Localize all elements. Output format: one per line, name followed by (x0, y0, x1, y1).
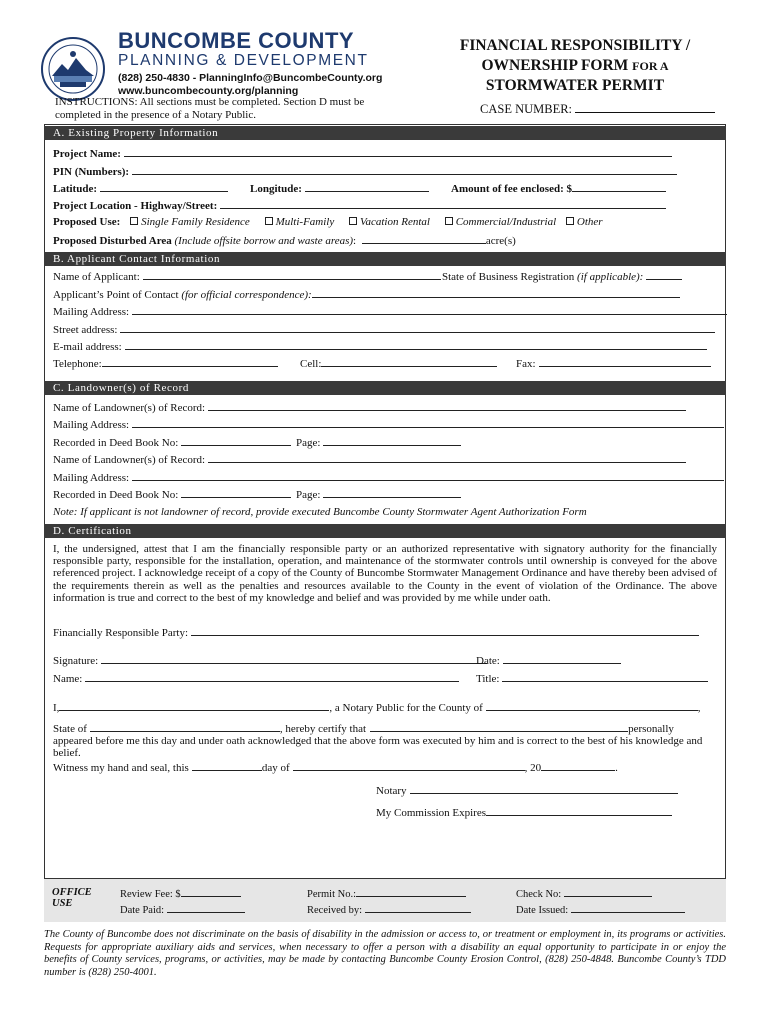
disturbed-area-field[interactable]: Proposed Disturbed Area (Include offsite borrow and waste areas): acre(s) (53, 235, 516, 247)
brand-department: PLANNING & DEVELOPMENT (118, 52, 369, 69)
county-seal-logo (40, 36, 106, 102)
office-use-label: OFFICE USE (52, 887, 92, 909)
form-title: FINANCIAL RESPONSIBILITY / OWNERSHIP FORM FOR A STORMWATER PERMIT (459, 37, 691, 94)
fax-field[interactable]: Fax: (516, 357, 711, 371)
checkbox-single-family[interactable] (130, 217, 138, 225)
section-b-heading: B. Applicant Contact Information (44, 252, 726, 266)
landowner-mailing-field-2[interactable]: Mailing Address: (53, 471, 724, 485)
applicant-name-field[interactable]: Name of Applicant: (53, 270, 441, 284)
street-address-field[interactable]: Street address: (53, 323, 715, 337)
certification-statement: I, the undersigned, attest that I am the financially responsible party or an authorized representative with signatory authority for the financially responsible party, responsible for the installation, operation, and maintenance of the stormwater controls until ownership is conveyed for the above referenced project. I acknowledge receipt of a copy of the County of Buncombe Stormwater Management Ordinance and have thereby been advised of the requirements therein as well as the penalties and resources available to the County in the event of violation of the Ordinance. The above information is true and correct to the best of my knowledge and belief and was provided by me while under oath. (53, 543, 718, 604)
project-name-field[interactable]: Project Name: (53, 147, 672, 161)
agent-authorization-note: Note: If applicant is not landowner of record, provide executed Buncombe County Stormwater Agent Authorization Form (53, 506, 587, 518)
permit-no-field[interactable]: Permit No.: (307, 887, 466, 901)
telephone-field[interactable]: Telephone: (53, 357, 278, 371)
notary-signature-field[interactable]: Notary (376, 784, 678, 798)
cell-field[interactable]: Cell: (300, 357, 497, 371)
proposed-use-row: Proposed Use: Single Family Residence Multi-Family Vacation Rental Commercial/Industrial Other (53, 216, 603, 228)
email-address-field[interactable]: E-mail address: (53, 340, 707, 354)
deed-book-field-2[interactable]: Recorded in Deed Book No: Page: (53, 488, 461, 502)
contact-website: www.buncombecounty.org/planning (118, 85, 299, 97)
section-a-heading: A. Existing Property Information (44, 126, 726, 140)
responsible-party-field[interactable]: Financially Responsible Party: (53, 626, 699, 640)
instructions: INSTRUCTIONS: All sections must be completed. Section D must be completed in the presence of a Notary Public. (55, 96, 365, 121)
project-location-field[interactable]: Project Location - Highway/Street: (53, 199, 666, 213)
landowner-name-field-2[interactable]: Name of Landowner(s) of Record: (53, 453, 686, 467)
checkbox-commercial-industrial[interactable] (445, 217, 453, 225)
signature-field[interactable]: Signature: (53, 654, 487, 668)
date-paid-field[interactable]: Date Paid: (120, 903, 245, 917)
latitude-field[interactable]: Latitude: (53, 182, 228, 196)
fee-field[interactable]: Amount of fee enclosed: $ (451, 182, 666, 196)
notary-acknowledgement: appeared before me this day and under oath acknowledged that the above form was executed by him and is correct to the best of his knowledge and belief. (53, 735, 703, 760)
section-d-heading: D. Certification (44, 524, 726, 538)
review-fee-field[interactable]: Review Fee: $ (120, 887, 241, 901)
date-field[interactable]: Date: (476, 654, 621, 668)
witness-line[interactable]: Witness my hand and seal, this day of , 20 . (53, 762, 618, 774)
nondiscrimination-notice: The County of Buncombe does not discriminate on the basis of disability in the admission or access to, or treatment or employment in, its programs or activities. Requests for appropriate auxiliary aids and services, when necessary to offer a person with a disability an equal opportunity to participate in or enjoy the benefits of County services, programs, or activities, may be made by contacting Buncombe County Erosion Control, (828) 250-4848. Buncombe County’s TDD number is (828) 250-4001. (44, 929, 726, 978)
received-by-field[interactable]: Received by: (307, 903, 471, 917)
notary-declaration-line[interactable]: I, , a Notary Public for the County of , (53, 702, 701, 714)
brand-name: BUNCOMBE COUNTY (118, 28, 355, 53)
check-no-field[interactable]: Check No: (516, 887, 652, 901)
section-c-heading: C. Landowner(s) of Record (44, 381, 726, 395)
checkbox-multi-family[interactable] (265, 217, 273, 225)
case-number-field[interactable]: CASE NUMBER: (480, 102, 715, 117)
office-use-panel (44, 878, 726, 922)
notary-state-line[interactable]: State of , hereby certify that personally (53, 723, 674, 735)
deed-book-field-1[interactable]: Recorded in Deed Book No: Page: (53, 436, 461, 450)
checkbox-vacation-rental[interactable] (349, 217, 357, 225)
pin-field[interactable]: PIN (Numbers): (53, 165, 677, 179)
landowner-mailing-field-1[interactable]: Mailing Address: (53, 418, 724, 432)
contact-phone-email: (828) 250-4830 - PlanningInfo@BuncombeCounty.org (118, 72, 383, 84)
landowner-name-field-1[interactable]: Name of Landowner(s) of Record: (53, 401, 686, 415)
longitude-field[interactable]: Longitude: (250, 182, 429, 196)
state-registration-field[interactable]: State of Business Registration (if applicable): (442, 270, 682, 284)
point-of-contact-field[interactable]: Applicant’s Point of Contact (for official correspondence): (53, 288, 680, 302)
title-field[interactable]: Title: (476, 672, 708, 686)
applicant-mailing-address-field[interactable]: Mailing Address: (53, 305, 727, 319)
date-issued-field[interactable]: Date Issued: (516, 903, 685, 917)
name-field[interactable]: Name: (53, 672, 459, 686)
commission-expires-field[interactable]: My Commission Expires (376, 806, 672, 820)
checkbox-other[interactable] (566, 217, 574, 225)
